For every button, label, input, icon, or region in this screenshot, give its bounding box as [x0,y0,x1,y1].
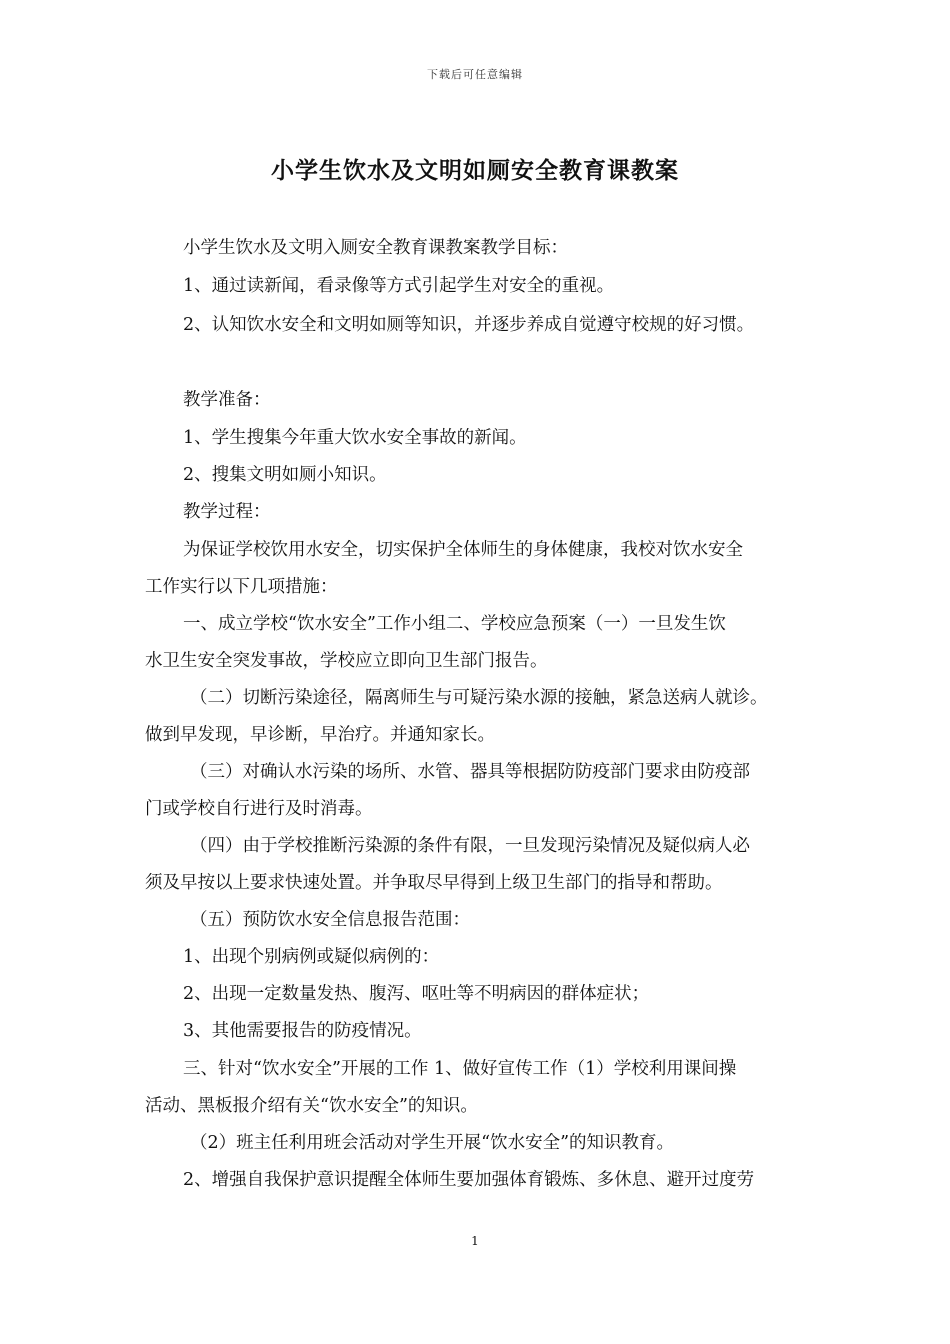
paragraph-line: 教学过程： [183,502,271,522]
paragraph-line: （五）预防饮水安全信息报告范围： [190,910,470,930]
paragraph-line: 2、认知饮水安全和文明如厕等知识，并逐步养成自觉遵守校规的好习惯。 [183,315,755,335]
header-note: 下载后可任意编辑 [427,68,523,81]
paragraph-line: 2、增强自我保护意识提醒全体师生要加强体育锻炼、多休息、避开过度劳 [183,1170,755,1190]
paragraph-line: 门或学校自行进行及时消毒。 [145,799,373,819]
paragraph-line: 2、出现一定数量发热、腹泻、呕吐等不明病因的群体症状； [183,984,650,1004]
paragraph-line: 须及早按以上要求快速处置。并争取尽早得到上级卫生部门的指导和帮助。 [145,873,723,893]
paragraph-line: （四）由于学校推断污染源的条件有限，一旦发现污染情况及疑似病人必 [190,836,750,856]
page-number: 1 [471,1234,479,1248]
paragraph-line: 1、出现个别病例或疑似病例的： [183,947,440,967]
paragraph-line: 小学生饮水及文明入厕安全教育课教案教学目标： [183,238,568,258]
paragraph-line: （二）切断污染途径，隔离师生与可疑污染水源的接触，紧急送病人就诊。 [190,688,768,708]
paragraph-line: 做到早发现，早诊断，早治疗。并通知家长。 [145,725,495,745]
paragraph-line: 1、学生搜集今年重大饮水安全事故的新闻。 [183,428,527,448]
document-title: 小学生饮水及文明如厕安全教育课教案 [271,158,679,184]
paragraph-line: 工作实行以下几项措施： [145,577,338,597]
paragraph-line: 水卫生安全突发事故，学校应立即向卫生部门报告。 [145,651,548,671]
paragraph-line: 3、其他需要报告的防疫情况。 [183,1021,422,1041]
paragraph-line: 教学准备： [183,390,271,410]
paragraph-line: 一、成立学校“饮水安全”工作小组二、学校应急预案（一）一旦发生饮 [183,614,726,634]
paragraph-line: （三）对确认水污染的场所、水管、器具等根据防防疫部门要求由防疫部 [190,762,750,782]
paragraph-line: 活动、黑板报介绍有关“饮水安全”的知识。 [145,1096,478,1116]
paragraph-line: 为保证学校饮用水安全，切实保护全体师生的身体健康，我校对饮水安全 [183,540,743,560]
paragraph-line: 1、通过读新闻，看录像等方式引起学生对安全的重视。 [183,276,615,296]
paragraph-line: 三、针对“饮水安全”开展的工作 1、做好宣传工作（1）学校利用课间操 [183,1059,737,1079]
paragraph-line: （2）班主任利用班会活动对学生开展“饮水安全”的知识教育。 [190,1133,675,1153]
paragraph-line: 2、搜集文明如厕小知识。 [183,465,387,485]
